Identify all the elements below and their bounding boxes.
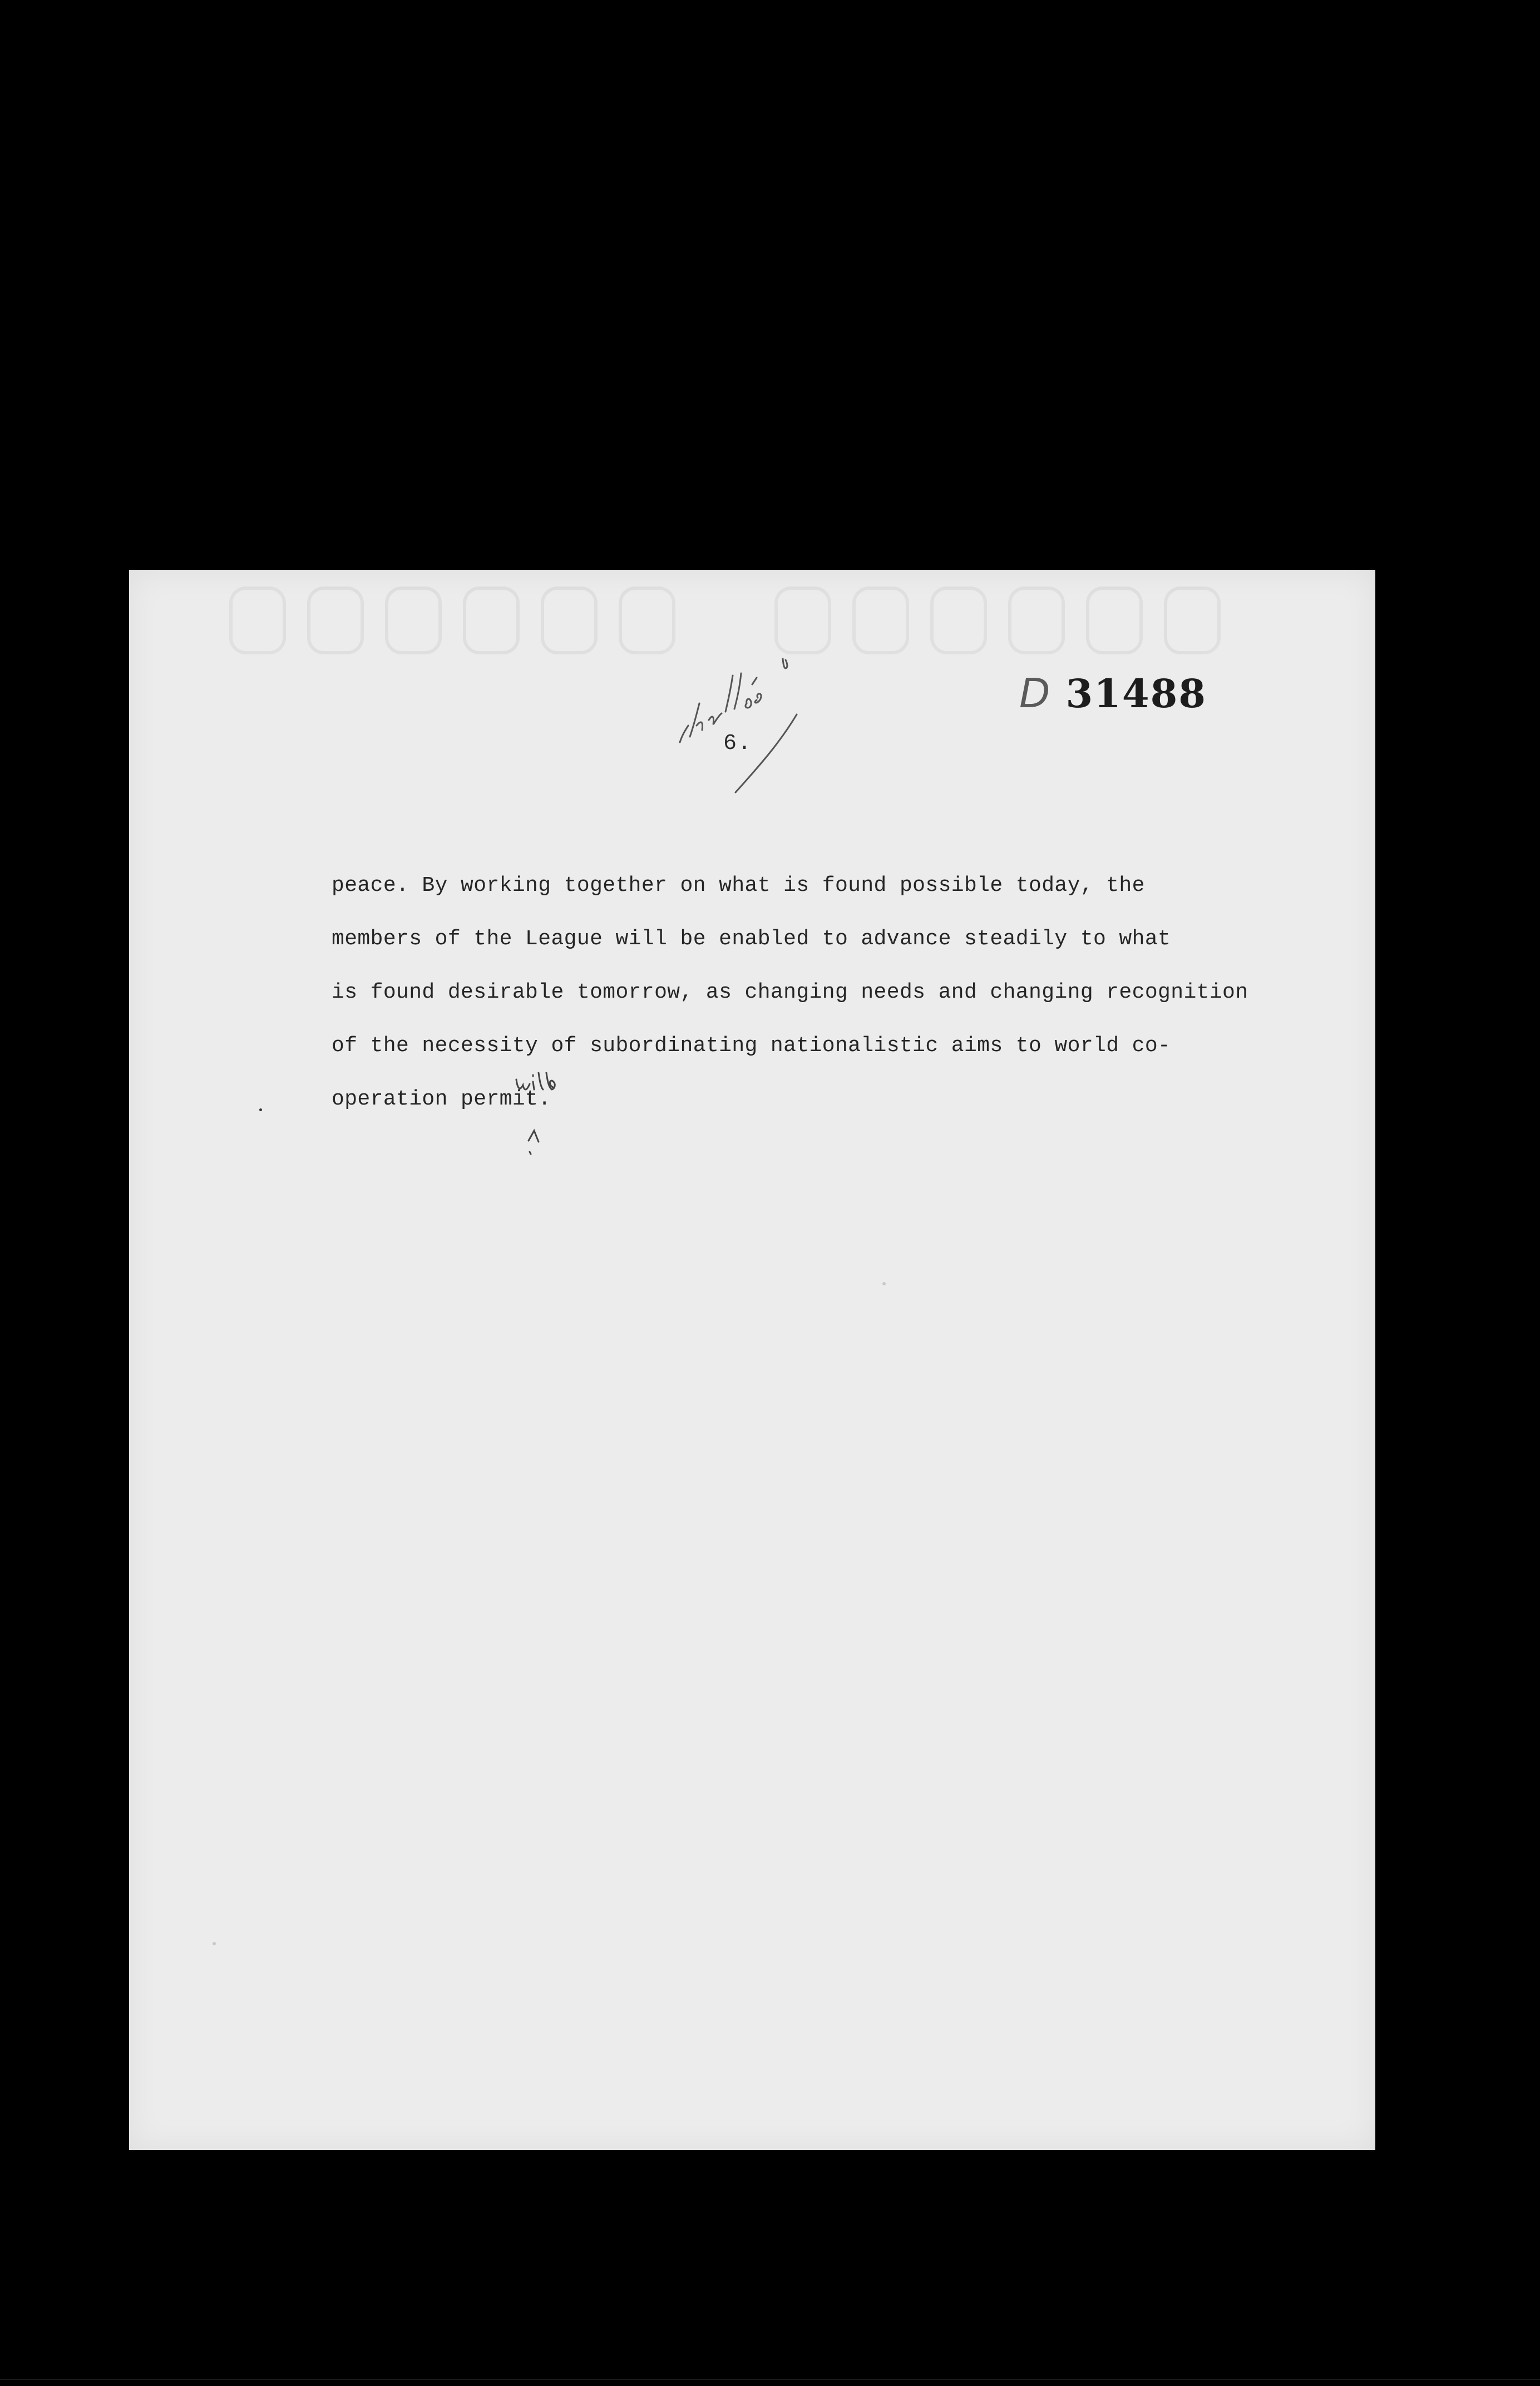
paper-speck [213,1942,216,1945]
handwritten-insertion-mark [494,1068,578,1163]
stamp-number: 31488 [1065,671,1207,717]
stray-mark [259,1108,262,1111]
scan-edge-line [0,2379,1540,2380]
text-line: members of the League will be enabled to advance steadily to what [332,927,1171,951]
typed-body-text [332,859,1389,1126]
text-line: of the necessity of subordinating nationalistic aims to world co- [332,1034,1171,1058]
handwritten-pencil-note [669,631,813,798]
paper-speck [882,1282,886,1285]
text-line: operation permit. [332,1087,551,1111]
document-page [129,570,1375,2150]
page-number: 6. [723,731,753,756]
stamp-prefix: D [1019,670,1050,717]
text-line: peace. By working together on what is found possible today, the [332,874,1145,898]
text-line: is found desirable tomorrow, as changing needs and changing recognition [332,980,1248,1004]
document-id-stamp [1019,670,1207,717]
